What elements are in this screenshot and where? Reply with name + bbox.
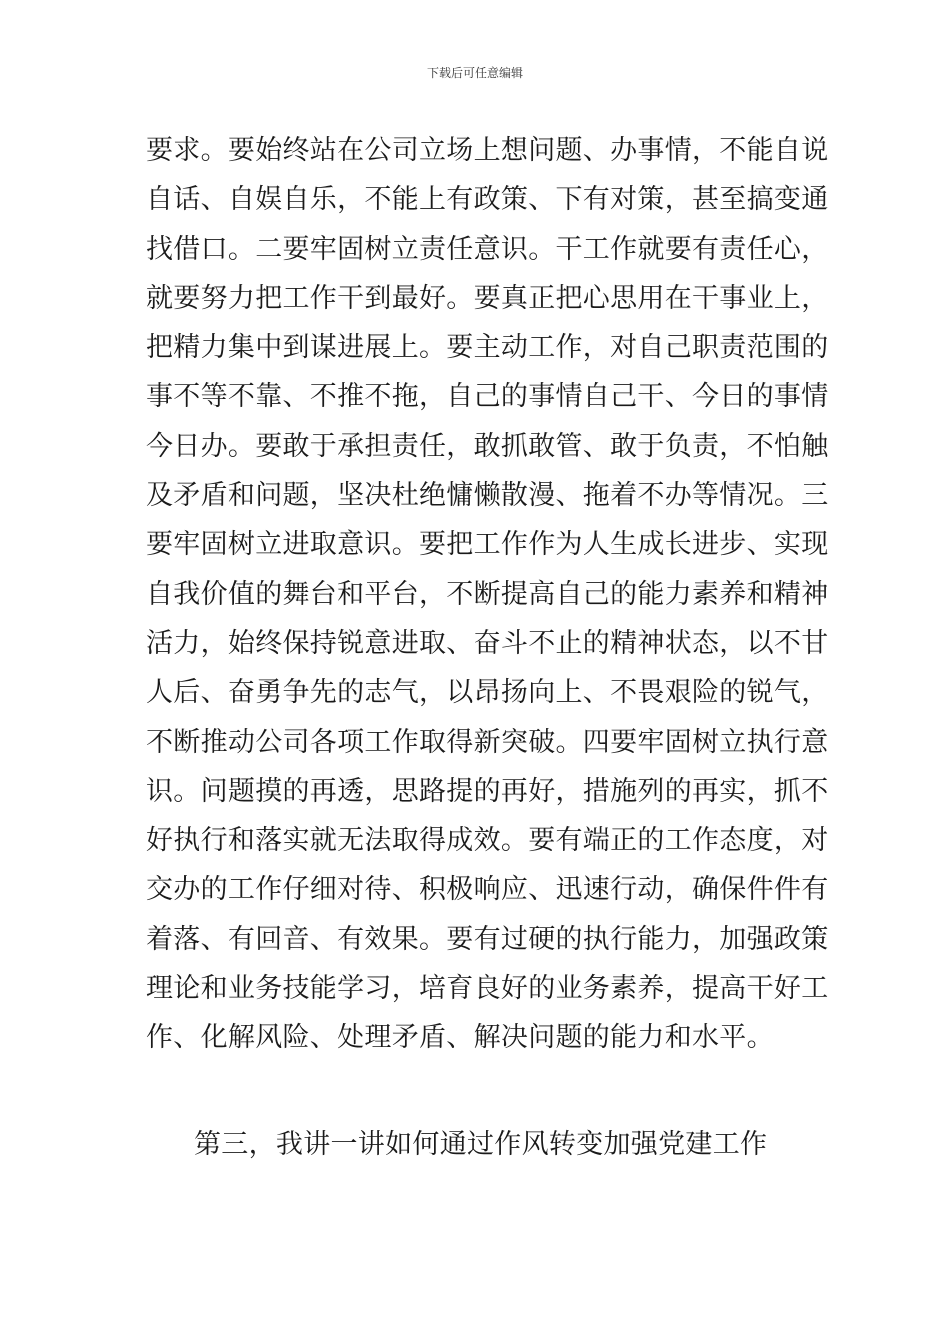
text-line: 就要努力把工作干到最好。要真正把心思用在干事业上， xyxy=(146,282,829,314)
text-line: 交办的工作仔细对待、积极响应、迅速行动，确保件件有 xyxy=(146,874,829,906)
section-heading: 第三，我讲一讲如何通过作风转变加强党建工作 xyxy=(194,1129,768,1160)
text-line: 识。问题摸的再透，思路提的再好，措施列的再实，抓不 xyxy=(146,775,829,807)
text-line: 自我价值的舞台和平台，不断提高自己的能力素养和精神 xyxy=(146,578,829,610)
text-line: 要求。要始终站在公司立场上想问题、办事情，不能自说 xyxy=(146,135,829,166)
body-paragraph xyxy=(146,126,829,1063)
text-line: 活力，始终保持锐意进取、奋斗不止的精神状态，以不甘 xyxy=(146,627,829,659)
text-line: 作、化解风险、处理矛盾、解决问题的能力和水平。 xyxy=(146,1022,774,1054)
text-line: 自话、自娱自乐，不能上有政策、下有对策，甚至搞变通 xyxy=(146,184,829,216)
text-line: 理论和业务技能学习，培育良好的业务素养，提高干好工 xyxy=(146,973,829,1005)
text-line: 今日办。要敢于承担责任，敢抓敢管、敢于负责，不怕触 xyxy=(146,430,829,462)
text-line: 事不等不靠、不推不拖，自己的事情自己干、今日的事情 xyxy=(146,381,829,413)
page-header-note: 下载后可任意编辑 xyxy=(426,66,523,80)
text-line: 不断推动公司各项工作取得新突破。四要牢固树立执行意 xyxy=(146,726,829,758)
text-line: 把精力集中到谋进展上。要主动工作，对自己职责范围的 xyxy=(146,332,829,364)
text-line: 要牢固树立进取意识。要把工作作为人生成长进步、实现 xyxy=(146,529,829,561)
text-line: 找借口。二要牢固树立责任意识。干工作就要有责任心， xyxy=(146,233,829,265)
text-line: 好执行和落实就无法取得成效。要有端正的工作态度，对 xyxy=(146,825,829,857)
text-line: 及矛盾和问题，坚决杜绝慵懒散漫、拖着不办等情况。三 xyxy=(146,480,829,512)
text-line: 人后、奋勇争先的志气，以昂扬向上、不畏艰险的锐气， xyxy=(146,677,829,709)
text-line: 着落、有回音、有效果。要有过硬的执行能力，加强政策 xyxy=(146,923,829,955)
